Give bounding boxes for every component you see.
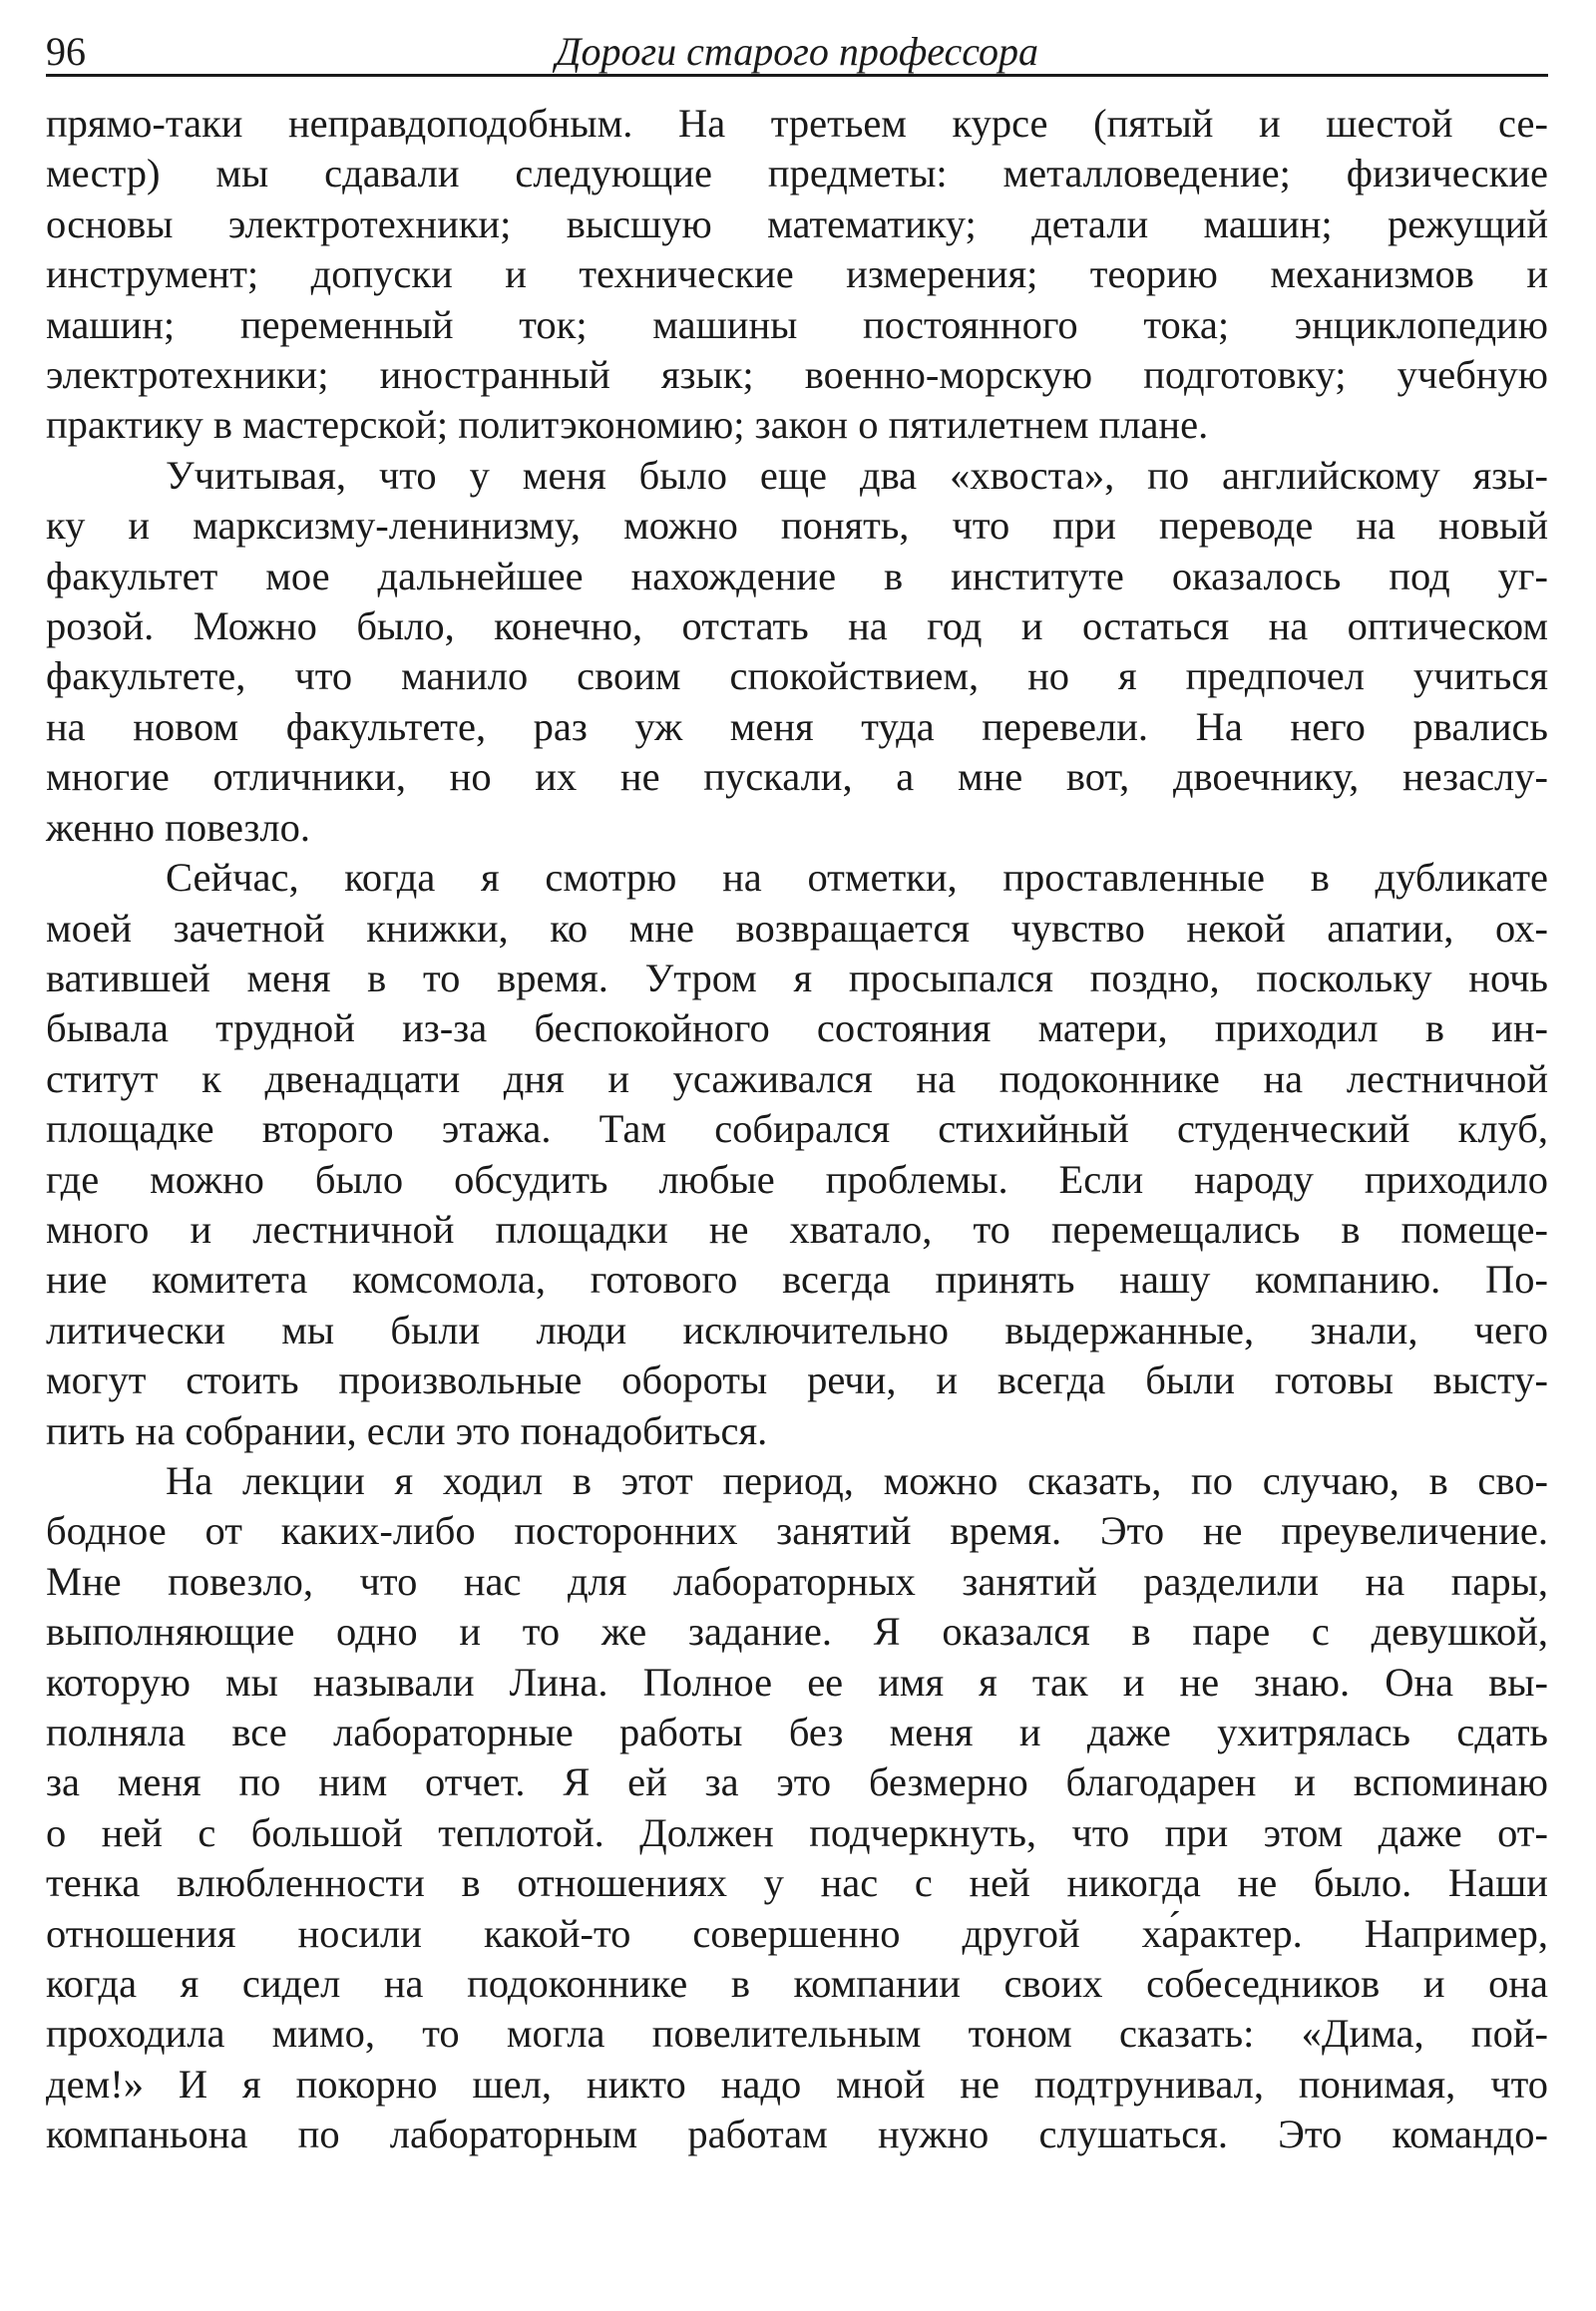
text-line: местр) мы сдавали следующие предметы: металловедение; физические xyxy=(46,151,1548,196)
text-line: компаньона по лабораторным работам нужно слушаться. Это командо- xyxy=(46,2112,1548,2157)
text-line: ние комитета комсомола, готового всегда принять нашу компанию. По- xyxy=(46,1257,1548,1303)
text-line: могут стоить произвольные обороты речи, и всегда были готовы высту- xyxy=(46,1357,1548,1403)
text-line: отношения носили какой-то совершенно другой ха́рактер. Например, xyxy=(46,1910,1548,1956)
text-line: за меня по ним отчет. Я ей за это безмерно благодарен и вспоминаю xyxy=(46,1759,1548,1805)
paragraph xyxy=(46,99,1548,451)
text-line: электротехники; иностранный язык; военно-морскую подготовку; учебную xyxy=(46,352,1548,398)
book-page xyxy=(46,30,1548,2160)
text-line: литически мы были люди исключительно выдержанные, знали, чего xyxy=(46,1307,1548,1352)
text-line: дем!» И я покорно шел, никто надо мной не подтрунивал, понимая, что xyxy=(46,2061,1548,2107)
page-number: 96 xyxy=(46,29,86,74)
paragraph xyxy=(46,451,1548,853)
text-line: Учитывая, что у меня было еще два «хвоста», по английскому язы- xyxy=(166,452,1548,498)
text-line: машин; переменный ток; машины постоянного тока; энциклопедию xyxy=(46,301,1548,347)
text-line: инструмент; допуски и технические измерения; теорию механизмов и xyxy=(46,251,1548,297)
text-line: полняла все лабораторные работы без меня и даже ухитрялась сдать xyxy=(46,1710,1548,1754)
text-line: где можно было обсудить любые проблемы. Если народу приходило xyxy=(46,1156,1548,1202)
text-line: ватившей меня в то время. Утром я просыпался поздно, поскольку ночь xyxy=(46,955,1548,1000)
page-header xyxy=(46,30,1548,77)
paragraph xyxy=(46,1456,1548,2160)
text-line: бывала трудной из-за беспокойного состояния матери, приходил в ин- xyxy=(46,1005,1548,1051)
text-line: На лекции я ходил в этот период, можно сказать, по случаю, в сво- xyxy=(166,1457,1548,1503)
text-line: много и лестничной площадки не хватало, то перемещались в помеще- xyxy=(46,1206,1548,1252)
text-line: основы электротехники; высшую математику; детали машин; режущий xyxy=(46,200,1548,246)
text-line: которую мы называли Лина. Полное ее имя я так и не знаю. Она вы- xyxy=(46,1659,1548,1705)
text-line: прямо-таки неправдоподобным. На третьем курсе (пятый и шестой се- xyxy=(46,101,1548,146)
text-line: факультет мое дальнейшее нахождение в институте оказалось под уг- xyxy=(46,553,1548,598)
text-line: бодное от каких-либо посторонних занятий время. Это не преувеличение. xyxy=(46,1508,1548,1554)
text-line: проходила мимо, то могла повелительным тоном сказать: «Дима, пой- xyxy=(46,2011,1548,2057)
text-line: тенка влюбленности в отношениях у нас с ней никогда не было. Наши xyxy=(46,1860,1548,1906)
text-line: пить на собрании, если это понадобиться. xyxy=(46,1407,768,1453)
text-line: Мне повезло, что нас для лабораторных занятий разделили на пары, xyxy=(46,1558,1548,1604)
text-line: на новом факультете, раз уж меня туда перевели. На него рвались xyxy=(46,703,1548,749)
text-line: практику в мастерской; политэкономию; закон о пятилетнем плане. xyxy=(46,402,1209,448)
text-line: площадке второго этажа. Там собирался стихийный студенческий клуб, xyxy=(46,1106,1548,1152)
text-line: многие отличники, но их не пускали, а мне вот, двоечнику, незаслу- xyxy=(46,754,1548,800)
text-line: ститут к двенадцати дня и усаживался на подоконнике на лестничной xyxy=(46,1055,1548,1101)
text-line: выполняющие одно и то же задание. Я оказался в паре с девушкой, xyxy=(46,1609,1548,1655)
paragraph xyxy=(46,853,1548,1456)
text-line: ку и марксизму-ленинизму, можно понять, что при переводе на новый xyxy=(46,503,1548,549)
text-line: розой. Можно было, конечно, отстать на год и остаться на оптическом xyxy=(46,603,1548,649)
text-line: женно повезло. xyxy=(46,804,311,850)
body-text xyxy=(46,99,1548,2160)
text-line: когда я сидел на подоконнике в компании своих собеседников и она xyxy=(46,1961,1548,2007)
text-line: моей зачетной книжки, ко мне возвращается чувство некой апатии, ох- xyxy=(46,905,1548,951)
text-line: Сейчас, когда я смотрю на отметки, проставленные в дубликате xyxy=(166,855,1548,901)
text-line: о ней с большой теплотой. Должен подчеркнуть, что при этом даже от- xyxy=(46,1809,1548,1855)
running-title: Дороги старого профессора xyxy=(556,29,1038,74)
text-line: факультете, что манило своим спокойствием, но я предпочел учиться xyxy=(46,653,1548,699)
